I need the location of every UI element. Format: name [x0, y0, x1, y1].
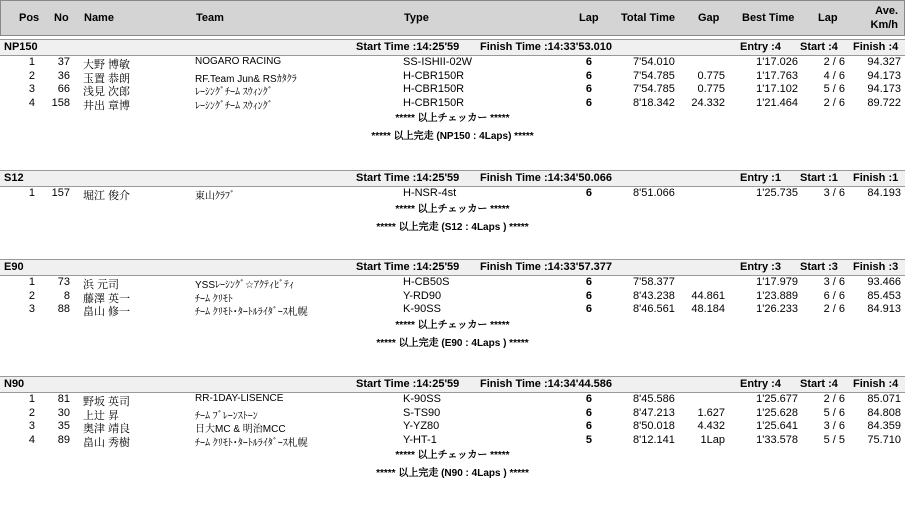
lap-cell: 6	[585, 83, 592, 95]
best-lap-cell: 3 / 6	[823, 420, 845, 432]
ave-speed-cell: 84.359	[867, 420, 901, 432]
ave-speed-cell: 94.173	[867, 69, 901, 82]
name-cell: 浅見 次郎	[83, 86, 131, 98]
best-lap-cell: 5 / 6	[823, 406, 845, 419]
best-lap-cell: 6 / 6	[823, 289, 845, 302]
type-cell: H-CBR150R	[403, 96, 465, 109]
best-time-cell: 1'25.628	[756, 406, 798, 419]
start-count: Start :4	[800, 41, 838, 53]
gap-cell: 44.861	[691, 289, 725, 302]
table-row	[0, 70, 905, 84]
best-lap-cell: 3 / 6	[823, 276, 845, 288]
best-time-cell: 1'25.641	[756, 420, 798, 432]
team-cell: NOGARO RACING	[195, 56, 282, 67]
pos-cell: 3	[28, 303, 35, 315]
best-lap-cell: 2 / 6	[823, 96, 845, 109]
entry-count: Entry :3	[740, 261, 781, 273]
best-lap-cell: 2 / 6	[823, 56, 845, 68]
type-cell: K-90SS	[403, 303, 441, 315]
col-ave-header-1: Ave.	[875, 5, 898, 17]
best-time-cell: 1'33.578	[756, 433, 798, 446]
no-cell: 35	[57, 420, 70, 432]
type-cell: H-CB50S	[403, 276, 450, 288]
name-cell: 畠山 秀樹	[83, 436, 131, 449]
best-time-cell: 1'17.026	[756, 56, 798, 68]
lap-cell: 6	[585, 303, 592, 315]
finish-count: Finish :1	[853, 172, 899, 184]
gap-cell: 48.184	[691, 303, 725, 315]
total-time-cell: 8'12.141	[633, 433, 675, 446]
finish-count: Finish :4	[853, 41, 899, 53]
name-cell: 野坂 英司	[83, 396, 131, 408]
total-time-cell: 8'46.561	[633, 303, 675, 315]
gap-cell: 4.432	[697, 420, 725, 432]
best-lap-cell: 3 / 6	[823, 187, 845, 199]
total-time-cell: 7'54.010	[633, 56, 675, 68]
col-pos-header: Pos	[19, 12, 40, 24]
lap-cell: 6	[585, 56, 592, 68]
entry-count: Entry :1	[740, 172, 781, 184]
total-time-cell: 7'58.377	[633, 276, 675, 288]
complete-message: ***** 以上完走 (S12 : 4Laps ) *****	[376, 221, 529, 233]
col-name-header: Name	[84, 12, 114, 24]
lap-cell: 6	[585, 289, 592, 302]
name-cell: 上辻 昇	[83, 409, 120, 422]
name-cell: 浜 元司	[83, 279, 120, 291]
finish-time: Finish Time :14:34'44.586	[480, 378, 613, 390]
col-gap-header: Gap	[698, 12, 720, 24]
lap-cell: 5	[585, 433, 592, 446]
ave-speed-cell: 75.710	[867, 433, 901, 446]
col-no-header: No	[54, 12, 69, 24]
no-cell: 81	[57, 393, 70, 405]
total-time-cell: 8'45.586	[633, 393, 675, 405]
no-cell: 73	[57, 276, 70, 288]
pos-cell: 2	[28, 406, 35, 419]
start-count: Start :1	[800, 172, 838, 184]
pos-cell: 4	[28, 96, 35, 109]
col-type-header: Type	[404, 12, 429, 24]
lap-cell: 6	[585, 96, 592, 109]
col-best-lap-header: Lap	[818, 12, 838, 24]
ave-speed-cell: 89.722	[867, 96, 901, 109]
no-cell: 158	[51, 96, 70, 109]
team-cell: ﾚｰｼﾝｸﾞﾁｰﾑ ｽｳｨﾝｸﾞ	[195, 100, 273, 112]
ave-speed-cell: 94.327	[867, 56, 901, 68]
table-row	[0, 276, 905, 290]
table-row	[0, 407, 905, 421]
col-lap-header: Lap	[579, 12, 599, 24]
table-row	[0, 434, 905, 448]
total-time-cell: 8'47.213	[633, 406, 675, 419]
start-time: Start Time :14:25'59	[356, 378, 460, 390]
class-name: S12	[4, 172, 24, 184]
entry-count: Entry :4	[740, 378, 781, 390]
type-cell: S-TS90	[403, 406, 441, 419]
section-header	[0, 39, 905, 56]
team-cell: ﾚｰｼﾝｸﾞﾁｰﾑ ｽｳｨﾝｸﾞ	[195, 87, 273, 98]
finish-count: Finish :4	[853, 378, 899, 390]
gap-cell: 0.775	[697, 69, 725, 82]
no-cell: 88	[57, 303, 70, 315]
col-ave-header-2: Km/h	[870, 19, 898, 31]
class-name: N90	[4, 378, 25, 390]
lap-cell: 6	[585, 406, 592, 419]
name-cell: 大野 博敏	[83, 59, 131, 71]
best-lap-cell: 4 / 6	[823, 69, 845, 82]
team-cell: ﾁｰﾑ ｸﾘﾓﾄ･ﾀｰﾄﾙﾗｲﾀﾞｰｽ札幌	[195, 437, 308, 449]
no-cell: 157	[51, 187, 70, 199]
complete-message: ***** 以上完走 (N90 : 4Laps ) *****	[376, 468, 529, 479]
finish-count: Finish :3	[853, 261, 899, 273]
name-cell: 玉置 恭朗	[83, 72, 131, 85]
no-cell: 89	[57, 433, 70, 446]
start-time: Start Time :14:25'59	[356, 172, 460, 184]
team-cell: 東山ｸﾗﾌﾞ	[195, 191, 235, 202]
ave-speed-cell: 85.453	[867, 289, 901, 302]
start-count: Start :4	[800, 378, 838, 390]
gap-cell: 0.775	[697, 83, 725, 95]
team-cell: RR-1DAY-LISENCE	[195, 393, 284, 404]
type-cell: Y-YZ80	[403, 420, 440, 432]
best-time-cell: 1'25.677	[756, 393, 798, 405]
team-cell: ﾁｰﾑ ﾌﾞﾚｰﾝｽﾄｰﾝ	[195, 410, 258, 422]
name-cell: 畠山 修一	[83, 306, 131, 318]
table-row	[0, 56, 905, 70]
type-cell: SS-ISHII-02W	[403, 56, 473, 68]
ave-speed-cell: 94.173	[867, 83, 901, 95]
best-time-cell: 1'26.233	[756, 303, 798, 315]
pos-cell: 3	[28, 420, 35, 432]
table-row	[0, 97, 905, 111]
pos-cell: 4	[28, 433, 35, 446]
ave-speed-cell: 93.466	[867, 276, 901, 288]
pos-cell: 1	[28, 187, 35, 199]
name-cell: 奥津 靖良	[83, 423, 131, 435]
lap-cell: 6	[585, 276, 592, 288]
no-cell: 66	[57, 83, 70, 95]
type-cell: H-CBR150R	[403, 83, 465, 95]
results-header	[0, 0, 905, 36]
checker-message: ***** 以上チェッカー *****	[395, 319, 510, 331]
finish-time: Finish Time :14:33'53.010	[480, 41, 613, 53]
table-row	[0, 83, 905, 97]
best-lap-cell: 2 / 6	[823, 303, 845, 315]
section-header	[0, 376, 905, 393]
col-team-header: Team	[196, 12, 224, 24]
start-time: Start Time :14:25'59	[356, 41, 460, 53]
class-name: NP150	[4, 41, 38, 53]
name-cell: 堀江 俊介	[83, 190, 131, 202]
lap-cell: 6	[585, 393, 592, 405]
best-lap-cell: 5 / 5	[823, 433, 845, 446]
name-cell: 藤澤 英一	[83, 292, 131, 305]
checker-message: ***** 以上チェッカー *****	[395, 450, 510, 461]
checker-message: ***** 以上チェッカー *****	[395, 113, 510, 124]
gap-cell: 1.627	[697, 406, 725, 419]
class-name: E90	[4, 261, 24, 273]
pos-cell: 2	[28, 289, 35, 302]
table-row	[0, 290, 905, 304]
best-time-cell: 1'21.464	[756, 96, 798, 109]
total-time-cell: 8'43.238	[633, 289, 675, 302]
no-cell: 8	[63, 289, 70, 302]
lap-cell: 6	[585, 420, 592, 432]
team-cell: YSSﾚｰｼﾝｸﾞ☆ｱｸﾃｨﾋﾞﾃｨ	[195, 280, 294, 291]
entry-count: Entry :4	[740, 41, 781, 53]
pos-cell: 2	[28, 69, 35, 82]
table-row	[0, 393, 905, 407]
type-cell: Y-HT-1	[403, 433, 437, 446]
table-row	[0, 420, 905, 434]
team-cell: ﾁｰﾑ ｸﾘﾓﾄ･ﾀｰﾄﾙﾗｲﾀﾞｰｽ札幌	[195, 307, 308, 318]
section-header	[0, 259, 905, 276]
total-time-cell: 7'54.785	[633, 83, 675, 95]
best-lap-cell: 5 / 6	[823, 83, 845, 95]
section-e90	[0, 259, 905, 353]
pos-cell: 1	[28, 393, 35, 405]
ave-speed-cell: 84.193	[867, 187, 901, 199]
team-cell: ﾁｰﾑ ｸﾘﾓﾄ	[195, 293, 233, 305]
complete-message: ***** 以上完走 (NP150 : 4Laps) *****	[371, 131, 534, 142]
pos-cell: 1	[28, 56, 35, 68]
team-cell: 日大MC & 明治MCC	[195, 424, 286, 435]
best-time-cell: 1'23.889	[756, 289, 798, 302]
type-cell: Y-RD90	[403, 289, 442, 302]
table-row	[0, 187, 905, 201]
ave-speed-cell: 85.071	[867, 393, 901, 405]
start-time: Start Time :14:25'59	[356, 261, 460, 273]
ave-speed-cell: 84.808	[867, 406, 901, 419]
best-time-cell: 1'17.102	[756, 83, 798, 95]
pos-cell: 1	[28, 276, 35, 288]
table-row	[0, 303, 905, 317]
col-total-time-header: Total Time	[621, 12, 675, 24]
team-cell: RF.Team Jun& RSｶﾀｸﾗ	[195, 73, 297, 85]
no-cell: 30	[57, 406, 70, 419]
complete-message: ***** 以上完走 (E90 : 4Laps ) *****	[376, 337, 529, 349]
lap-cell: 6	[585, 69, 592, 82]
section-np150	[0, 39, 905, 146]
type-cell: H-NSR-4st	[403, 187, 457, 199]
name-cell: 井出 章博	[83, 99, 131, 112]
section-n90	[0, 376, 905, 483]
best-time-cell: 1'17.763	[756, 69, 798, 82]
start-count: Start :3	[800, 261, 838, 273]
type-cell: K-90SS	[403, 393, 441, 405]
finish-time: Finish Time :14:34'50.066	[480, 172, 613, 184]
ave-speed-cell: 84.913	[867, 303, 901, 315]
type-cell: H-CBR150R	[403, 69, 465, 82]
no-cell: 36	[57, 69, 70, 82]
finish-time: Finish Time :14:33'57.377	[480, 261, 613, 273]
gap-cell: 24.332	[691, 96, 725, 109]
best-time-cell: 1'25.735	[756, 187, 798, 199]
gap-cell: 1Lap	[700, 433, 725, 446]
total-time-cell: 8'50.018	[633, 420, 675, 432]
total-time-cell: 8'18.342	[633, 96, 675, 109]
checker-message: ***** 以上チェッカー *****	[395, 203, 510, 215]
no-cell: 37	[57, 56, 70, 68]
total-time-cell: 7'54.785	[633, 69, 675, 82]
pos-cell: 3	[28, 83, 35, 95]
col-best-time-header: Best Time	[742, 12, 795, 24]
total-time-cell: 8'51.066	[633, 187, 675, 199]
lap-cell: 6	[585, 187, 592, 199]
best-time-cell: 1'17.979	[756, 276, 798, 288]
section-s12	[0, 170, 905, 237]
section-header	[0, 170, 905, 187]
best-lap-cell: 2 / 6	[823, 393, 845, 405]
